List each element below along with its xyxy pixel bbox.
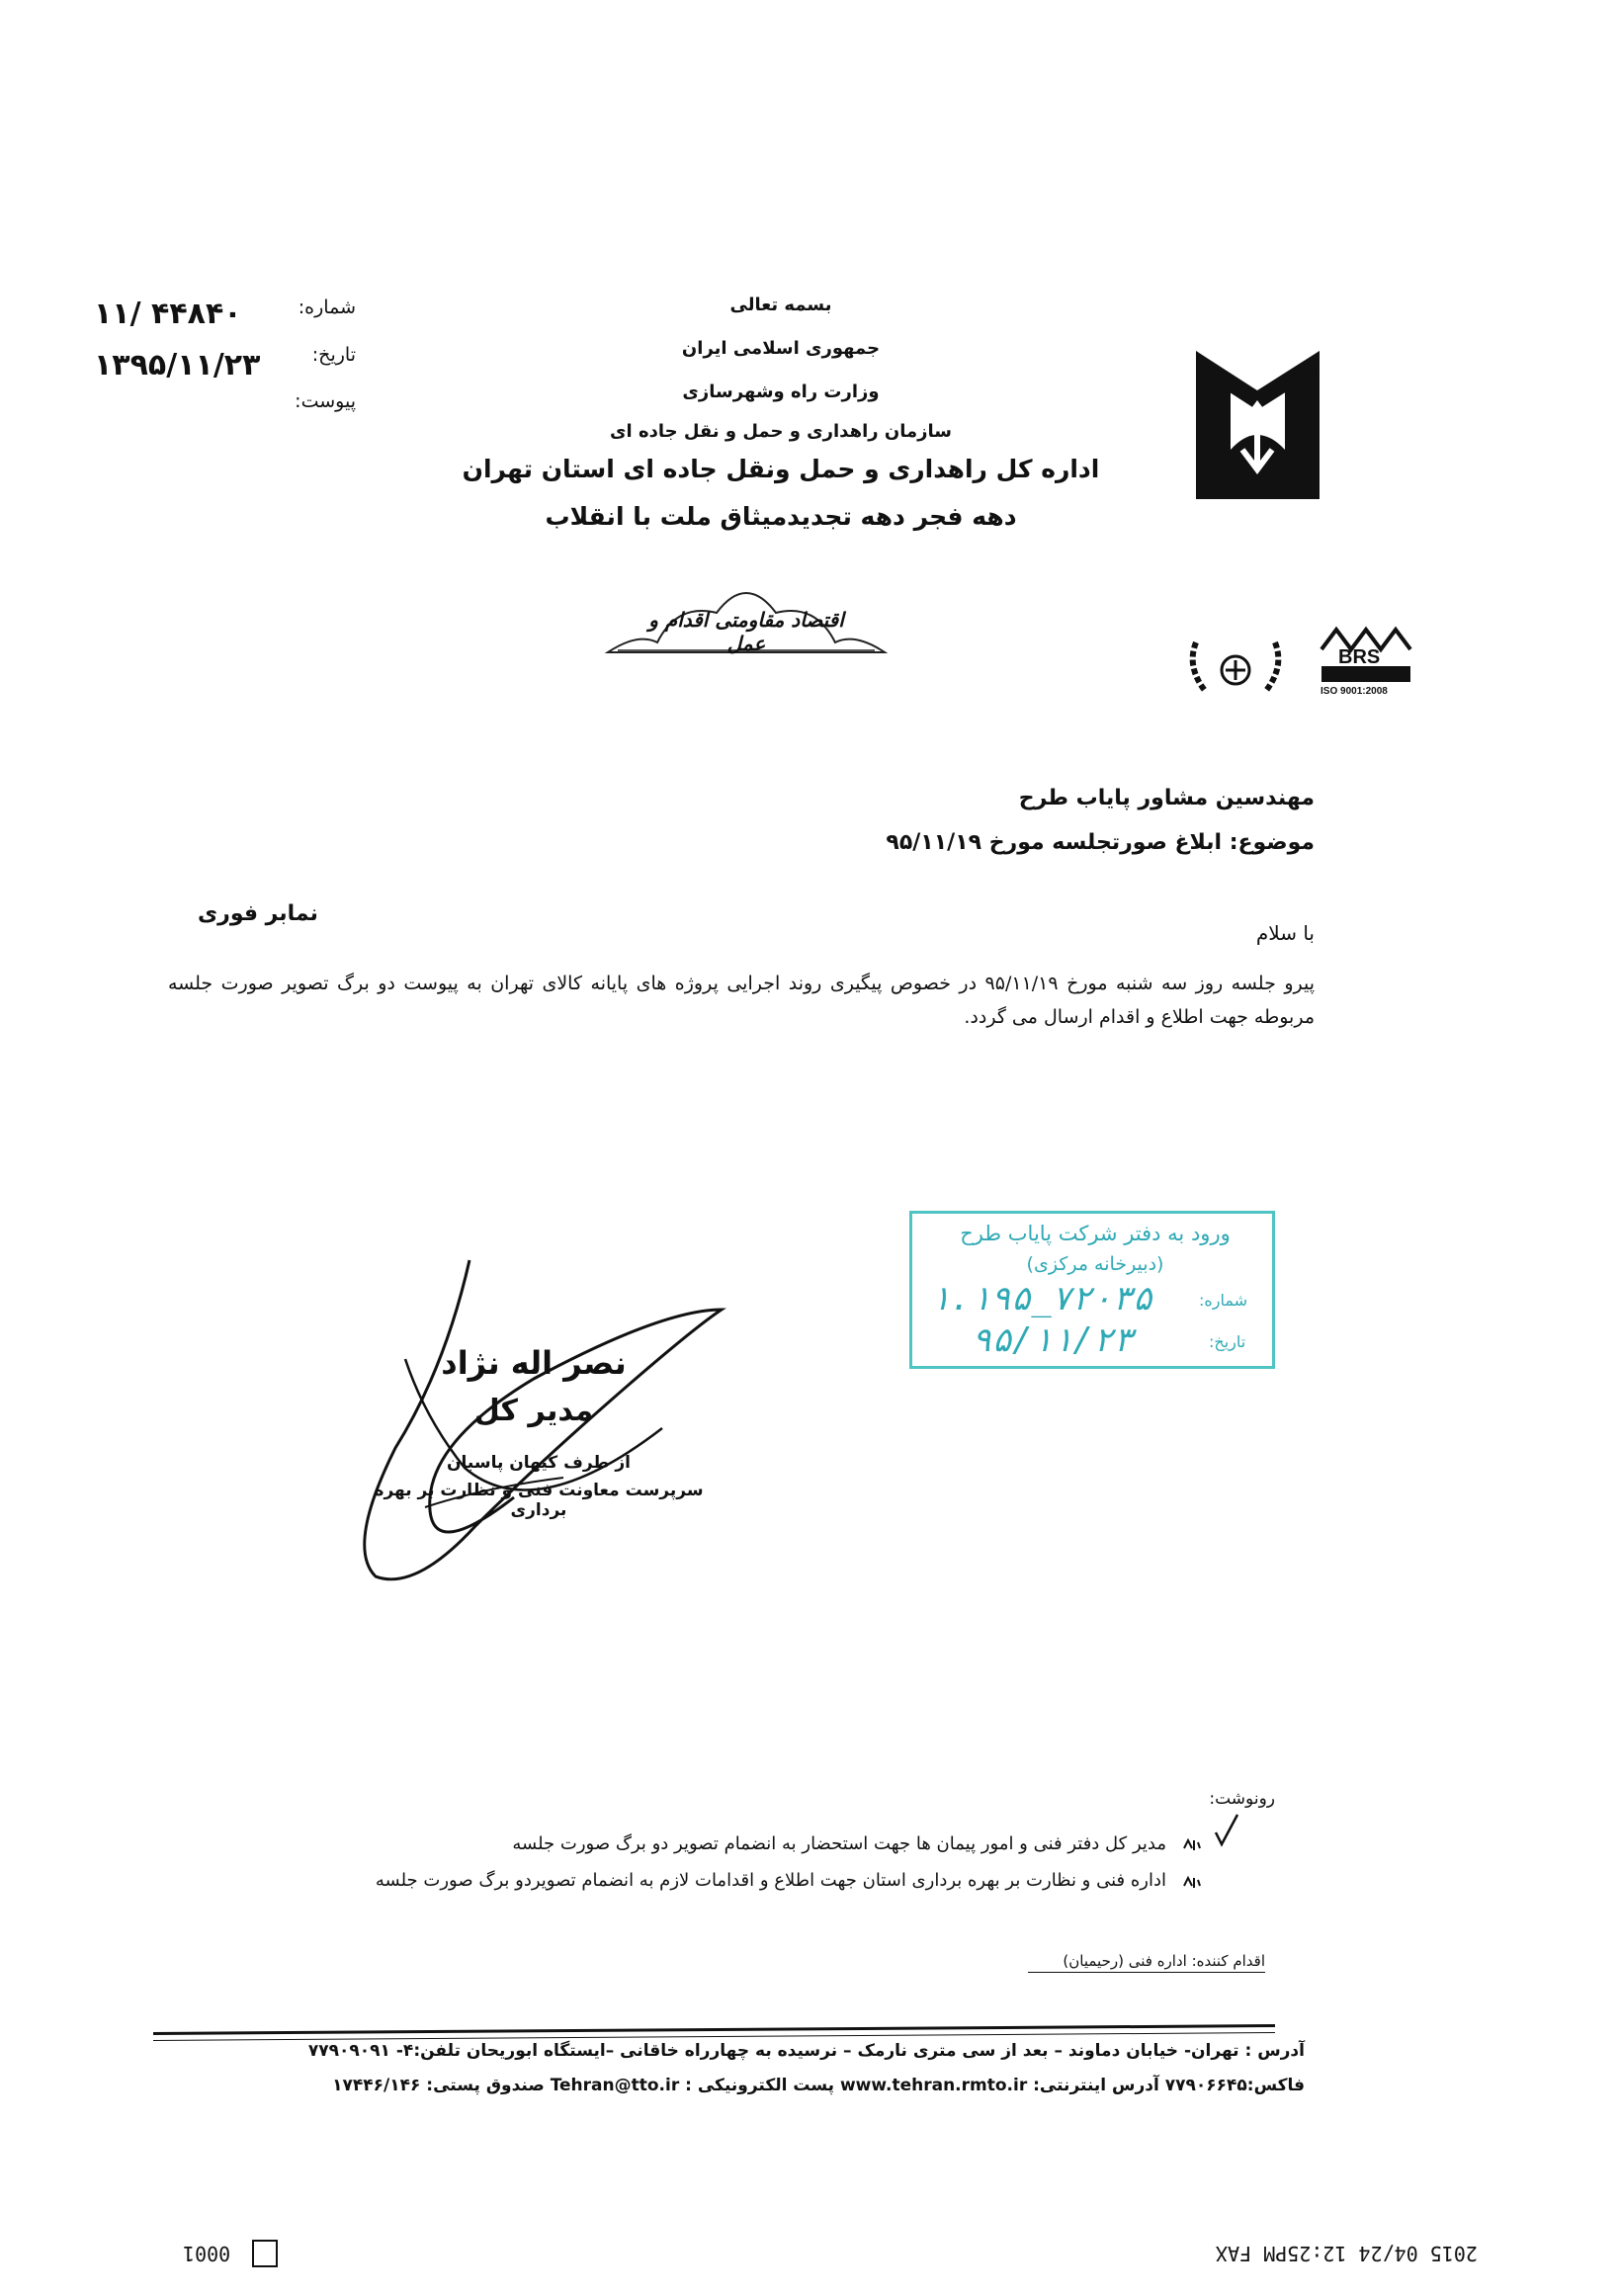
stamp-number-label: شماره:	[1199, 1291, 1248, 1310]
signer-title: مدیر کل	[473, 1394, 594, 1428]
stamp-date-label: تاریخ:	[1209, 1332, 1246, 1351]
stamp-date-value: ۹۵/۱۱/۲۳	[972, 1320, 1134, 1360]
copy-bullet-2-icon	[1182, 1874, 1202, 1890]
road-transport-logo-icon	[1191, 351, 1324, 509]
calligraphy-text: اقتصاد مقاومتی اقدام و عمل	[648, 608, 844, 655]
copy-bullet-1-icon	[1182, 1836, 1202, 1852]
footer-address: آدرس : تهران- خیابان دماوند – بعد از سی متری نارمک – نرسیده به چهارراه خاقانی –ایستگاه ابوریحان تلفن:۴- ۷۷۹۰۹۰۹۱	[307, 2041, 1305, 2061]
brs-label: BRS	[1338, 646, 1381, 668]
letter-number: ۱۱/ ۴۴۸۴۰	[94, 297, 242, 331]
fax-page-icon	[252, 2240, 278, 2267]
subject-line: موضوع: ابلاغ صورتجلسه مورخ ۹۵/۱۱/۱۹	[886, 830, 1315, 855]
signer-on-behalf: از طرف کیهان پاسبان	[447, 1453, 631, 1473]
laurel-certification-icon	[1181, 633, 1290, 702]
header-bismillah: بسمه تعالی	[729, 295, 832, 315]
handwritten-checkmark-icon	[1212, 1811, 1241, 1850]
calligraphy-emblem	[598, 563, 895, 672]
copy-item-1: مدیر کل دفتر فنی و امور پیمان ها جهت استحضار به انضمام تصویر دو برگ صورت جلسه	[512, 1833, 1166, 1854]
signer-name: نصر اله نژاد	[441, 1344, 627, 1382]
footer-contact: فاکس:۷۷۹۰۶۶۴۵ آدرس اینترنتی: www.tehran.rmto.ir پست الکترونیکی : Tehran@tto.ir صندوق پستی: ۱۷۴۴۶/۱۴۶	[332, 2076, 1305, 2095]
checkmark-icon	[1212, 1811, 1241, 1850]
copy-item-2: اداره فنی و نظارت بر بهره برداری استان جهت اطلاع و اقدامات لازم به انضمام تصویردو برگ صورت جلسه	[375, 1870, 1166, 1891]
rmto-logo	[1191, 351, 1324, 509]
copy-bullet-glyph-icon	[1182, 1836, 1202, 1852]
iqnet-logo	[1181, 633, 1290, 702]
greeting: با سلام	[1255, 921, 1315, 945]
action-by: اقدام کننده: اداره فنی (رحیمیان)	[1028, 1952, 1265, 1973]
header-department: اداره کل راهداری و حمل ونقل جاده ای استان تهران	[462, 455, 1100, 483]
receipt-stamp	[909, 1211, 1275, 1369]
iso-label: ISO 9001:2008	[1321, 686, 1388, 697]
fax-page-number: 0001	[183, 2242, 231, 2265]
date-label: تاریخ:	[311, 344, 356, 366]
attachment-label: پیوست:	[295, 390, 356, 412]
fax-timestamp: 2015 04/24 12:25PM FAX	[1216, 2242, 1478, 2265]
copies-label: رونوشت:	[1209, 1789, 1275, 1809]
signer-position: سرپرست معاونت فنی و نظارت بر بهره برداری	[374, 1481, 704, 1520]
stamp-department: (دبیرخانه مرکزی)	[1026, 1253, 1164, 1275]
recipient: مهندسین مشاور پایاب طرح	[1018, 786, 1315, 810]
header-country: جمهوری اسلامی ایران	[681, 338, 881, 359]
body-paragraph: پیرو جلسه روز سه شنبه مورخ ۹۵/۱۱/۱۹ در خصوص پیگیری روند اجرایی پروژه های پایانه کالای تهران به پیوست دو برگ تصویر صورت جلسه مربوطه جهت اطلاع و اقدام ارسال می گردد.	[168, 973, 1315, 1028]
number-label: شماره:	[298, 297, 356, 318]
urgent-fax-label: نمابر فوری	[198, 901, 318, 926]
stamp-number-value: ۱.۱۹۵_۷۲۰۳۵	[930, 1279, 1153, 1318]
header-slogan: دهه فجر دهه تجدیدمیثاق ملت با انقلاب	[545, 502, 1017, 531]
brs-logo	[1317, 625, 1415, 704]
header-ministry: وزارت راه وشهرسازی	[682, 382, 880, 402]
letter-date: ۱۳۹۵/۱۱/۲۳	[94, 348, 261, 383]
copy-bullet-glyph-icon	[1182, 1874, 1202, 1890]
header-organization: سازمان راهداری و حمل و نقل جاده ای	[610, 421, 952, 442]
stamp-company: ورود به دفتر شرکت پایاب طرح	[960, 1222, 1231, 1245]
